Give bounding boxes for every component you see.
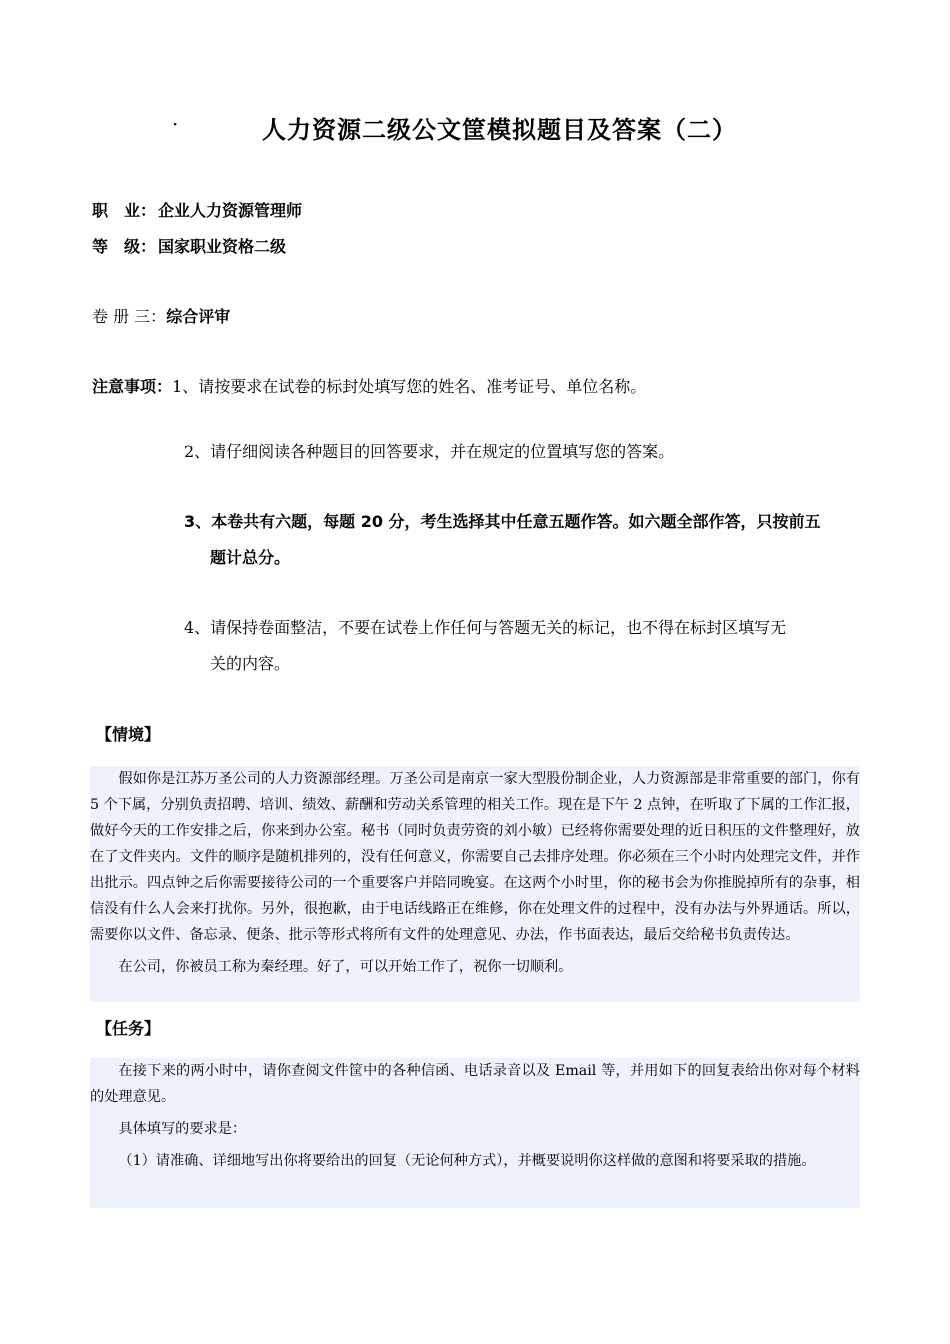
notice-block: [92, 374, 646, 397]
notice-item-4-cont: 关的内容。: [210, 654, 291, 673]
notice-item-4: 4、请保持卷面整洁，不要在试卷上作任何与答题无关的标记，也不得在标封区填写无: [184, 618, 787, 637]
meta-volume: [92, 306, 230, 328]
title-bullet: ·: [172, 112, 179, 136]
page-title: 人力资源二级公文筐模拟题目及答案（二）: [262, 116, 737, 144]
task-paragraph-3: （1）请准确、详细地写出你将要给出的回复（无论何种方式），并概要说明你这样做的意图和将要采取的措施。: [118, 1153, 816, 1169]
occupation-value: 企业人力资源管理师: [158, 201, 303, 220]
meta-occupation: [92, 200, 302, 222]
notice-item-2: 2、请仔细阅读各种题目的回答要求，并在规定的位置填写您的答案。: [184, 442, 675, 461]
notice-item-1: 1、请按要求在试卷的标封处填写您的姓名、准考证号、单位名称。: [172, 377, 647, 396]
task-heading: 【任务】: [96, 1019, 161, 1038]
level-label: 等 级：: [92, 237, 157, 256]
situation-heading: 【情境】: [96, 725, 161, 744]
situation-paragraph-2: 在公司，你被员工称为秦经理。好了，可以开始工作了，祝你一切顺利。: [118, 959, 573, 975]
volume-label: 卷 册 三：: [92, 307, 167, 326]
situation-paragraph-1: 假如你是江苏万圣公司的人力资源部经理。万圣公司是南京一家大型股份制企业，人力资源部是非常重要的部门，你有 5 个下属，分别负责招聘、培训、绩效、薪酬和劳动关系管理的相关工作。现在是下午 2 点钟，在听取了下属的工作汇报，做好今天的工作安排之后，你来到办公室。秘书（同时负责劳资的刘小敏）已经将你需要处理的近日积压的文件整理好，放在了文件夹内。文件的顺序是随机排列的，没有任何意义，你需要自己去排序处理。你必须在三个小时内处理完文件，并作出批示。四点钟之后你需要接待公司的一个重要客户并陪同晚宴。在这两个小时里，你的秘书会为你推脱掉所有的杂事，相信没有什么人会来打扰你。另外，很抱歉，由于电话线路正在维修，你在处理文件的过程中，没有办法与外界通话。所以，需要你以文件、备忘录、便条、批示等形式将所有文件的处理意见、办法，作书面表达，最后交给秘书负责传达。: [90, 771, 860, 943]
notice-item-3-cont: 题计总分。: [210, 548, 291, 567]
task-paragraph-2: 具体填写的要求是：: [118, 1121, 247, 1137]
title-row: [0, 108, 950, 148]
occupation-label: 职 业：: [92, 201, 157, 220]
level-value: 国家职业资格二级: [158, 237, 287, 256]
task-paragraph-1: 在接下来的两小时中，请你查阅文件筐中的各种信函、电话录音以及 Email 等，并用如下的回复表给出你对每个材料的处理意见。: [90, 1063, 860, 1105]
situation-box: [90, 766, 860, 1002]
task-box: [90, 1058, 860, 1208]
notice-item-3: 3、本卷共有六题，每题 20 分，考生选择其中任意五题作答。如六题全部作答，只按前五: [184, 512, 821, 531]
notice-label: 注意事项：: [92, 377, 173, 396]
notice-item-2-block: [184, 434, 864, 470]
volume-value: 综合评审: [166, 307, 231, 326]
meta-level: [92, 236, 286, 258]
notice-item-4-block: [184, 610, 864, 682]
notice-item-3-block: [184, 504, 864, 576]
